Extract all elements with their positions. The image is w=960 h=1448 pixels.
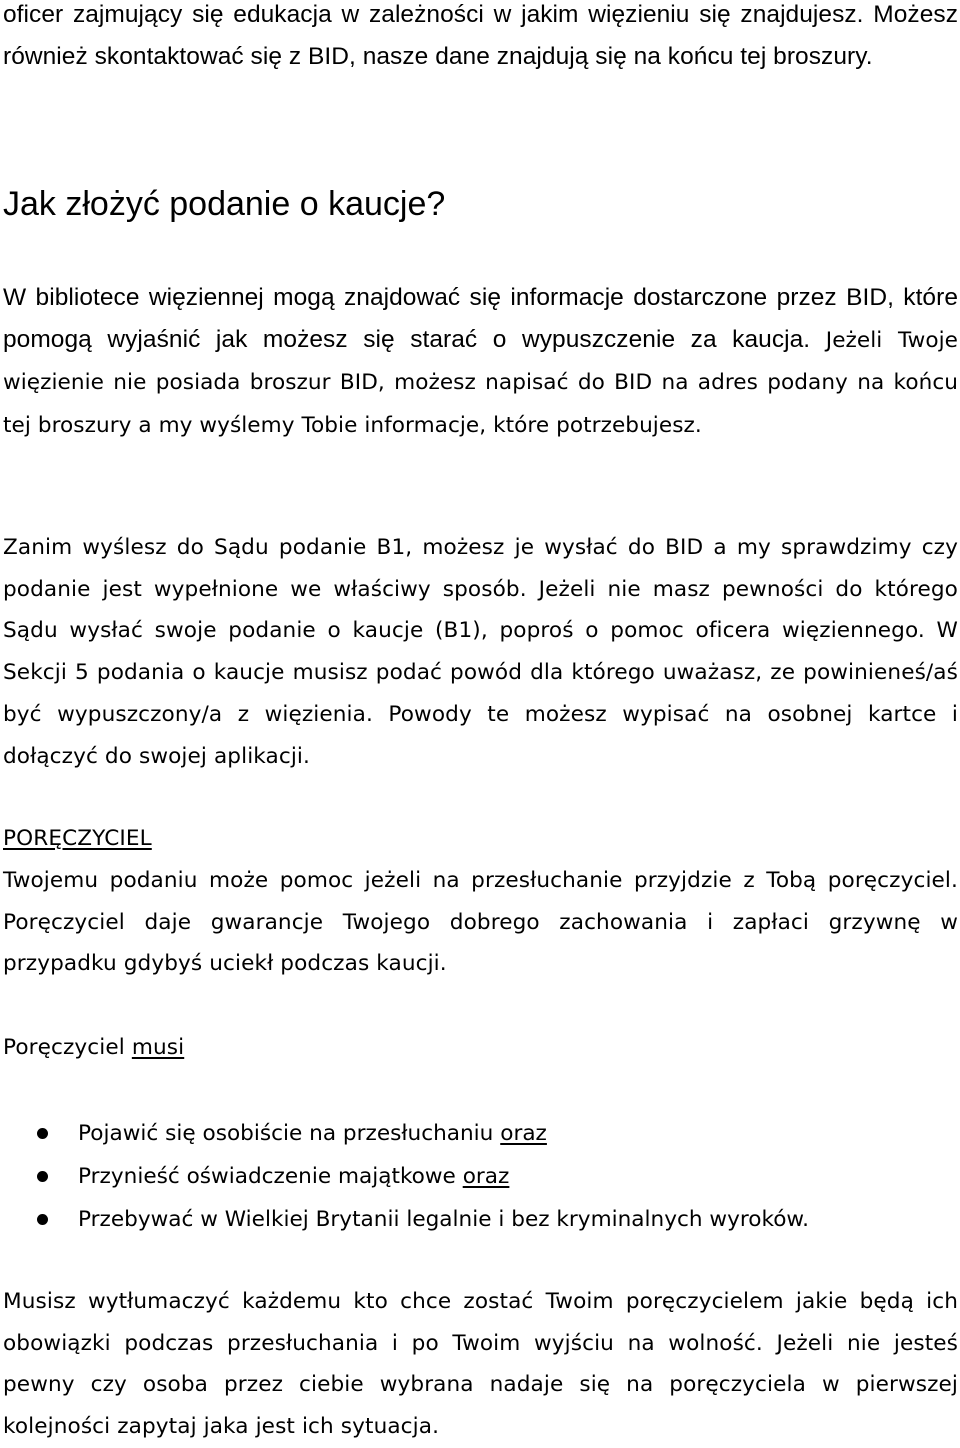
library-paragraph-part-1: W bibliotece więziennej mogą znajdować się informacje dostarczone przez BID, które pomogą wyjaśnić jak możesz się starać o wypuszczenie za kaucja. bbox=[3, 284, 958, 353]
list-item-text: Pojawić się osobiście na przesłuchaniu bbox=[78, 1121, 501, 1146]
surety-paragraph: Twojemu podaniu może pomoc jeżeli na przesłuchanie przyjdzie z Tobą poręczyciel. Poręczyciel daje gwarancje Twojego dobrego zachowania i zapłaci grzywnę w przypadku gdybyś uciekł podczas kaucji. bbox=[3, 868, 958, 977]
surety-must-word: musi bbox=[131, 1035, 185, 1060]
surety-requirements-list bbox=[0, 1112, 958, 1241]
intro-paragraph: oficer zajmujący się edukacja w zależności w jakim więzieniu się znajdujesz. Możesz również skontaktować się z BID, nasze dane znajdują się na końcu tej broszury. bbox=[3, 1, 958, 70]
surety-must-prefix: Poręczyciel bbox=[3, 1035, 132, 1060]
library-paragraph-part-2: Jeżeli Twoje więzienie nie posiada broszur BID, możesz napisać do BID na adres podany na końcu tej broszury a my wyślemy Tobie informacje, które potrzebujesz. bbox=[3, 327, 958, 438]
list-item-tail: oraz bbox=[500, 1121, 547, 1146]
list-item bbox=[0, 1198, 958, 1241]
bullet-icon bbox=[37, 1171, 48, 1182]
bullet-icon bbox=[37, 1128, 48, 1139]
library-paragraph bbox=[3, 277, 958, 446]
list-item bbox=[0, 1155, 958, 1198]
section-heading: Jak złożyć podanie o kaucje? bbox=[3, 185, 446, 223]
bullet-icon bbox=[37, 1214, 48, 1225]
list-item-text: Przynieść oświadczenie majątkowe bbox=[78, 1164, 463, 1189]
application-paragraph: Zanim wyślesz do Sądu podanie B1, możesz je wysłać do BID a my sprawdzimy czy podanie jest wypełnione we właściwy sposób. Jeżeli nie masz pewności do którego Sądu wysłać swoje podanie o kaucje (B1), poproś o pomoc oficera więziennego. W Sekcji 5 podania o kaucje musisz podać powód dla którego uważasz, ze powinieneś/aś być wypuszczony/a z więzienia. Powody te możesz wypisać na osobnej kartce i dołączyć do swojej aplikacji. bbox=[3, 535, 958, 769]
surety-must-line bbox=[3, 1027, 958, 1069]
list-item bbox=[0, 1112, 958, 1155]
closing-paragraph: Musisz wytłumaczyć każdemu kto chce zostać Twoim poręczycielem jakie będą ich obowiązki podczas przesłuchania i po Twoim wyjściu na wolność. Jeżeli nie jesteś pewny czy osoba przez ciebie wybrana nadaje się na poręczyciela w pierwszej kolejności zapytaj jaka jest ich sytuacja. bbox=[3, 1289, 958, 1440]
surety-heading: PORĘCZYCIEL bbox=[3, 826, 152, 851]
list-item-tail: oraz bbox=[462, 1164, 510, 1189]
list-item-text: Przebywać w Wielkiej Brytanii legalnie i bez kryminalnych wyroków. bbox=[78, 1207, 809, 1232]
